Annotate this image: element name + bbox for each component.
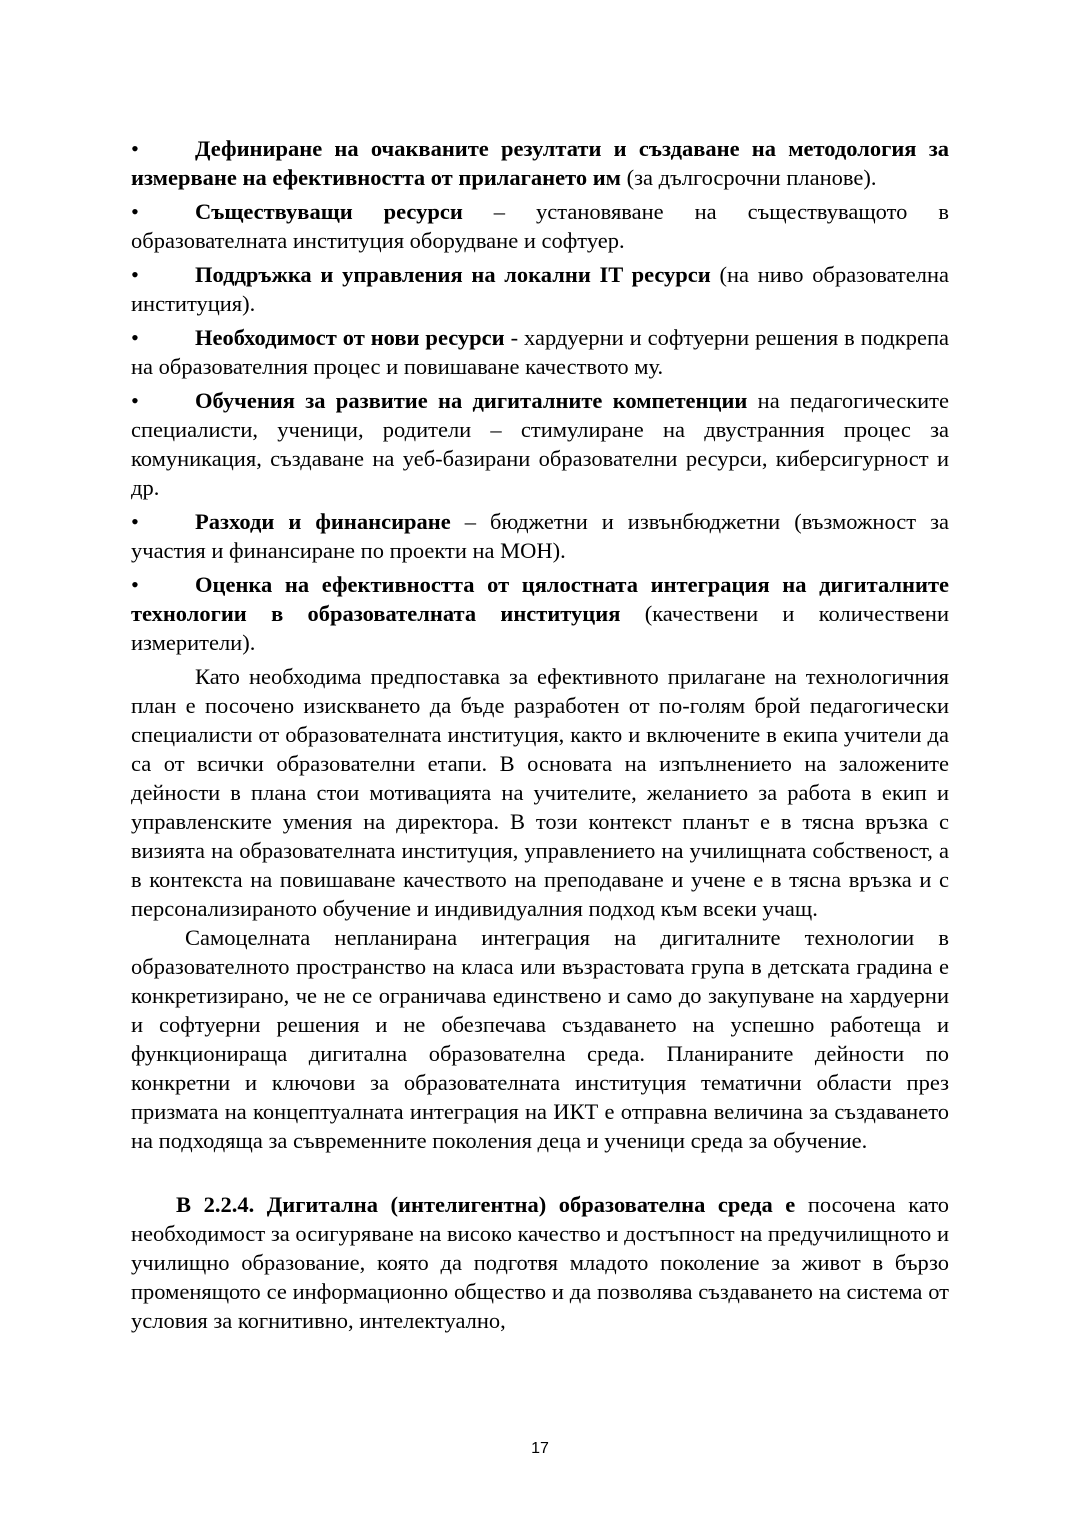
bullet-text: – установяване на съществуващото в образователната институция оборудване и софтуер. [131, 199, 949, 253]
bullet-marker: • [131, 509, 139, 534]
bullet-marker: • [131, 262, 139, 287]
paragraph-unplanned-integration: Самоцелната непланирана интеграция на дигиталните технологии в образователното пространство на класа или възрастовата група в детската градина е конкретизирано, че не се ограничава единствено и само до закупуване на хардуерни и софтуерни решения и не обезпечава създаването на успешно работеща и функционираща дигитална образователна среда. Планираните дейности по конкретни и ключови за образователната институция тематични области през призмата на концептуалната интеграция на ИКТ е отправна величина за създаването на подходяща за съвременните поколения деца и ученици среда за обучение. [131, 925, 949, 1153]
bullet-text: (качествени и количествени измерители). [131, 601, 949, 655]
bullet-marker: • [131, 325, 139, 350]
bullet-item-existing-resources [131, 197, 949, 255]
page-number: 17 [531, 1440, 549, 1457]
bullet-text: (на ниво образователна институция). [131, 262, 949, 316]
bullet-heading: Оценка на ефективността от цялостната интеграция на дигиталните технологии в образователната институция [131, 572, 949, 626]
bullet-heading: Съществуващи ресурси [195, 199, 463, 224]
document-body [131, 134, 949, 1335]
bullet-heading: Дефиниране на очакваните резултати и създаване на методология за измерване на ефективността от прилагането им [131, 136, 949, 190]
bullet-text: - хардуерни и софтуерни решения в подкрепа на образователния процес и повишаване качеството му. [131, 325, 949, 379]
bullet-item-new-resources [131, 323, 949, 381]
bullet-marker: • [131, 388, 139, 413]
bullet-item-expected-results [131, 134, 949, 192]
paragraph-technology-plan: Като необходима предпоставка за ефективното прилагане на технологичния план е посочено изискването да бъде разработен от по-голям брой педагогически специалисти от образователната институция, както и включените в екипа учители да са от всички образователни етапи. В основата на изпълнението на заложените дейности в плана стои мотивацията на учителите, желанието за работа в екип и управленските умения на директора. В този контекст планът е в тясна връзка с визията на образователната институция, управлението на училищната собственост, а в контекста на повишаване качеството на преподаване и учене е в тясна връзка и с персонализираното обучение и индивидуалния подход към всеки учащ. [131, 664, 949, 921]
bullet-marker: • [131, 136, 139, 161]
bullet-item-local-it-resources [131, 260, 949, 318]
bullet-marker: • [131, 199, 139, 224]
bullet-heading: Поддръжка и управления на локални IT ресурси [195, 262, 711, 287]
bullet-heading: Разходи и финансиране [195, 509, 451, 534]
section-heading: В 2.2.4. Дигитална (интелигентна) образователна среда е [176, 1192, 796, 1217]
paragraph-text: посочена като необходимост за осигуряване на високо качество и достъпност на предучилищното и училищно образование, която да подготвя младото поколение за живот в бързо променящото се информационно общество и да позволява създаването на система от условия за когнитивно, интелектуално, [131, 1192, 949, 1333]
bullet-text: (за дългосрочни планове). [621, 165, 877, 190]
bullet-heading: Необходимост от нови ресурси [195, 325, 505, 350]
bullet-item-expenses-financing [131, 507, 949, 565]
bullet-item-efficiency-evaluation [131, 570, 949, 657]
bullet-heading: Обучения за развитие на дигиталните компетенции [195, 388, 748, 413]
bullet-item-digital-competences-training [131, 386, 949, 502]
bullet-marker: • [131, 572, 139, 597]
bullet-text: – бюджетни и извънбюджетни (възможност за участия и финансиране по проекти на МОН). [131, 509, 949, 563]
paragraph-digital-environment [131, 1190, 949, 1335]
bullet-text: на педагогическите специалисти, ученици, родители – стимулиране на двустранния процес за комуникация, създаване на уеб-базирани образователни ресурси, киберсигурност и др. [131, 388, 949, 500]
